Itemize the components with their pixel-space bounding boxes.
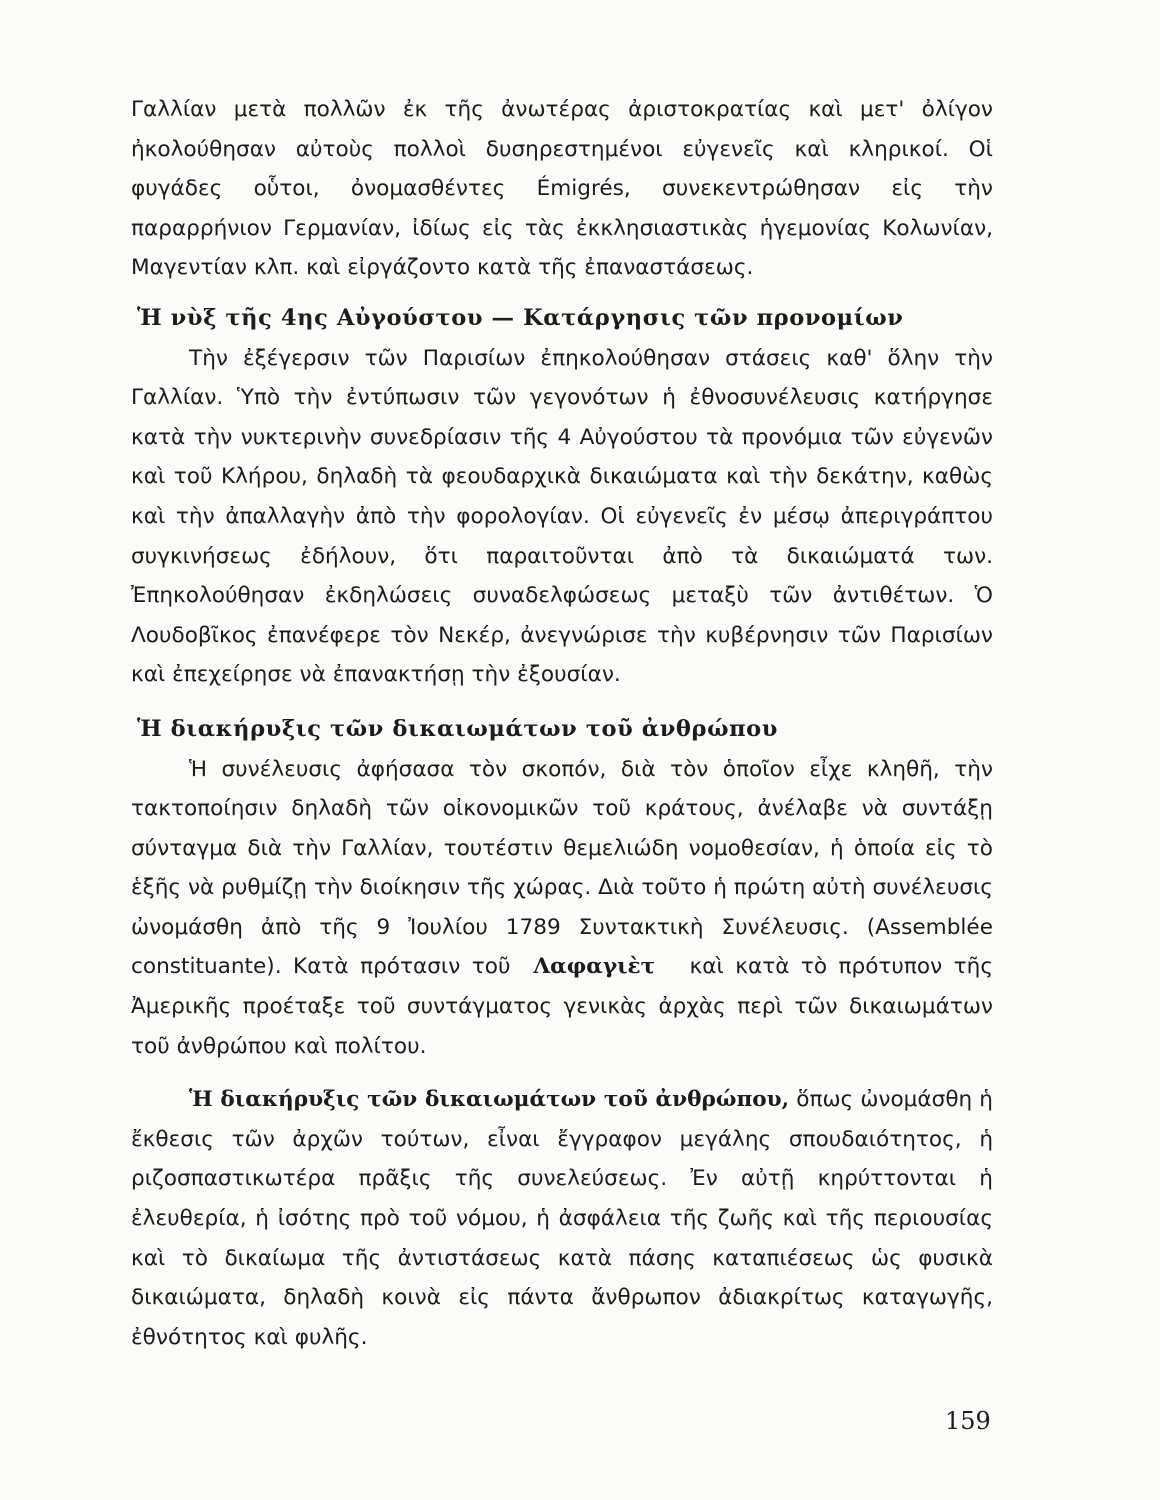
- august-4-paragraph: Τὴν ἐξέγερσιν τῶν Παρισίων ἐπηκολούθησαν στάσεις καθ' ὅλην τὴν Γαλλίαν. Ὑπὸ τὴν ἐντύπωσιν τῶν γεγονότων ἡ ἐθνοσυνέλευσις κατήργησε κατὰ τὴν νυκτερινὴν συνεδρίασιν τῆς 4 Αὐγούστου τὰ προνόμια τῶν εὐγενῶν καὶ τοῦ Κλήρου, δηλαδὴ τὰ φεουδαρχικὰ δικαιώματα καὶ τὴν δεκάτην, καθὼς καὶ τὴν ἀπαλλαγὴν ἀπὸ τὴν φορολογίαν. Οἱ εὐγενεῖς ἐν μέσῳ ἀπεριγράπτου συγκινήσεως ἐδήλουν, ὅτι παραιτοῦνται ἀπὸ τὰ δικαιώματά των. Ἐπηκολούθησαν ἐκδηλώσεις συναδελφώσεως μεταξὺ τῶν ἀντιθέτων. Ὁ Λουδοβῖκος ἐπανέφερε τὸν Νεκέρ, ἀνεγνώρισε τὴν κυβέρνησιν τῶν Παρισίων καὶ ἐπεχείρησε νὰ ἐπανακτήσῃ τὴν ἐξουσίαν.: [131, 345, 993, 688]
- declaration-paragraph-2: [131, 1080, 993, 1357]
- declaration-paragraph-1: [131, 750, 993, 1067]
- page-body: [131, 90, 993, 1357]
- declaration-title-inline: Ἡ διακήρυξις τῶν δικαιωμάτων τοῦ ἀνθρώπου,: [189, 1087, 790, 1113]
- declaration-text-1-end: καὶ κατὰ τὸ πρότυπον τῆς Ἀμερικῆς προέταξε τοῦ συντάγματος γενικὰς ἀρχὰς περὶ τῶν δικαιωμάτων τοῦ ἀνθρώπου καὶ πολίτου.: [131, 954, 993, 1059]
- declaration-text-2: ὅπως ὠνομάσθη ἡ ἔκθεσις τῶν ἀρχῶν τούτων, εἶναι ἔγγραφον μεγάλης σπουδαιότητος, ἡ ριζοσπαστικωτέρα πρᾶξις τῆς συνελεύσεως. Ἐν αὐτῇ κηρύττονται ἡ ἐλευθερία, ἡ ἰσότης πρὸ τοῦ νόμου, ἡ ἀσφάλεια τῆς ζωῆς καὶ τῆς περιουσίας καὶ τὸ δικαίωμα τῆς ἀντιστάσεως κατὰ πάσης καταπιέσεως ὡς φυσικὰ δικαιώματα, δηλαδὴ κοινὰ εἰς πάντα ἄνθρωπον ἀδιακρίτως καταγωγῆς, ἐθνότητος καὶ φυλῆς.: [131, 1087, 993, 1350]
- lafayette-name: Λαφαγιὲτ: [533, 954, 656, 980]
- declaration-text-1: Ἡ συνέλευσις ἀφήσασα τὸν σκοπόν, διὰ τὸν ὁποῖον εἶχε κληθῆ, τὴν τακτοποίησιν δηλαδὴ τῶν οἰκονομικῶν τοῦ κράτους, ἀνέλαβε νὰ συντάξῃ σύνταγμα διὰ τὴν Γαλλίαν, τουτέστιν θεμελιώδη νομοθεσίαν, ἡ ὁποία εἰς τὸ ἑξῆς νὰ ρυθμίζῃ τὴν διοίκησιν τῆς χώρας. Διὰ τοῦτο ἡ πρώτη αὐτὴ συνέλευσις ὠνομάσθη ἀπὸ τῆς 9 Ἰουλίου 1789 Συντακτικὴ Συνέλευσις. (Assemblée constituante). Κατὰ πρότασιν τοῦ: [131, 756, 993, 980]
- section-heading-declaration: Ἡ διακήρυξις τῶν δικαιωμάτων τοῦ ἀνθρώπου: [137, 715, 778, 742]
- page-number: 159: [945, 1407, 991, 1435]
- section-heading-august-4: Ἡ νὺξ τῆς 4ης Αὐγούστου — Κατάργησις τῶν προνομίων: [137, 304, 904, 331]
- intro-paragraph: Γαλλίαν μετὰ πολλῶν ἐκ τῆς ἀνωτέρας ἀριστοκρατίας καὶ μετ' ὀλίγον ἠκολούθησαν αὐτοὺς πολλοὶ δυσηρεστημένοι εὐγενεῖς καὶ κληρικοί. Οἱ φυγάδες οὗτοι, ὀνομασθέντες Émigrés, συνεκεντρώθησαν εἰς τὴν παραρρήνιον Γερμανίαν, ἰδίως εἰς τὰς ἐκκλησιαστικὰς ἡγεμονίας Κολωνίαν, Μαγεντίαν κλπ. καὶ εἰργάζοντο κατὰ τῆς ἐπαναστάσεως.: [131, 97, 993, 281]
